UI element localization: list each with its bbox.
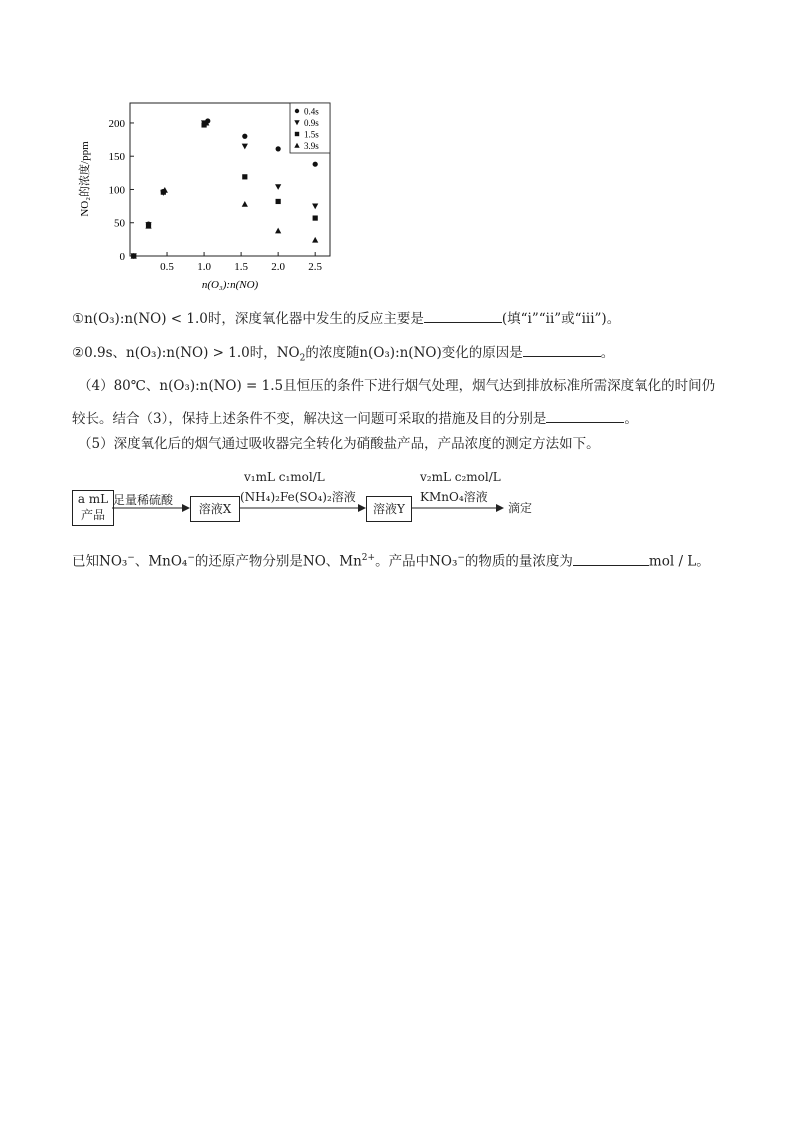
x-tick-label: 2.0 <box>271 261 286 273</box>
nitrate-formula: NO₃ <box>429 553 458 570</box>
ratio-expression: n(O₃):n(NO) > 1.0 <box>126 345 250 361</box>
mn-charge: 2+ <box>361 553 376 563</box>
y-tick-label: 150 <box>108 151 125 164</box>
question-1: ①n(O₃):n(NO) < 1.0时，深度氧化器中发生的反应主要是 (填“i”“ii”或“iii”)。 <box>72 308 620 329</box>
question-5: （5）深度氧化后的烟气通过吸收器完全转化为硝酸盐产品，产品浓度的测定方法如下。 <box>78 436 600 452</box>
y-tick-label: 200 <box>108 117 125 130</box>
ratio-expression: n(O₃):n(NO) = 1.5 <box>159 378 284 394</box>
sample-box: a mL 产品 <box>72 490 114 526</box>
step-1-reagent: 足量稀硫酸 <box>113 493 174 507</box>
question-2: ②0.9s、n(O₃):n(NO) > 1.0时，$NO_2$的浓度随n(O₃):n(NO)变化的原因是 。 <box>72 342 614 369</box>
flow-arrows <box>0 0 800 560</box>
legend-label: 3.9s <box>304 141 319 151</box>
x-tick-label: 1.0 <box>197 261 211 273</box>
x-tick-label: 1.5 <box>234 261 248 273</box>
x-tick-label: 2.5 <box>308 261 323 273</box>
y-tick-label: 0 <box>119 251 125 263</box>
legend-label: 1.5s <box>304 129 319 140</box>
nitrate-formula: NO₃ <box>99 553 128 570</box>
solution-x-box: 溶液X <box>190 496 240 522</box>
titration-label: 滴定 <box>508 501 533 515</box>
legend-label: 0.4s <box>304 106 319 117</box>
y-tick-label: 50 <box>114 217 125 230</box>
y-tick-label: 100 <box>108 184 125 197</box>
question-4-line-1: （4）80℃、n(O₃):n(NO) = 1.5且恒压的条件下进行烟气处理，烟气达到排放标准所需深度氧化的时间仍 <box>78 378 716 394</box>
y-axis-label: NO₂的浓度/ppm <box>79 141 91 217</box>
ratio-expression: n(O₃):n(NO) <box>359 345 442 361</box>
question-4-line-2: 较长。结合（3），保持上述条件不变，解决这一问题可采取的措施及目的分别是 。 <box>72 408 638 429</box>
reagent-1-top: v₁mL c₁mol/L <box>244 470 325 484</box>
ratio-expression: n(O₃):n(NO) < 1.0 <box>84 311 208 327</box>
solution-y-box: 溶液Y <box>366 496 412 522</box>
reagent-2-top: v₂mL c₂mol/L <box>420 470 501 484</box>
reagent-1-bottom: (NH₄)₂Fe(SO₄)₂溶液 <box>240 490 356 504</box>
final-question: 已知NO₃−、MnO₄−的还原产物分别是NO、$Mn^{2+}$。产品中NO₃−的物质的量浓度为 mol / L。 <box>72 548 710 572</box>
permanganate-formula: MnO₄ <box>148 553 188 570</box>
answer-blank[interactable] <box>573 551 649 566</box>
x-axis-label: n(O₃):n(NO) <box>201 279 259 291</box>
x-tick-label: 0.5 <box>160 261 174 273</box>
reagent-2-bottom: KMnO₄溶液 <box>420 490 488 504</box>
legend-label: 0.9s <box>304 118 319 128</box>
